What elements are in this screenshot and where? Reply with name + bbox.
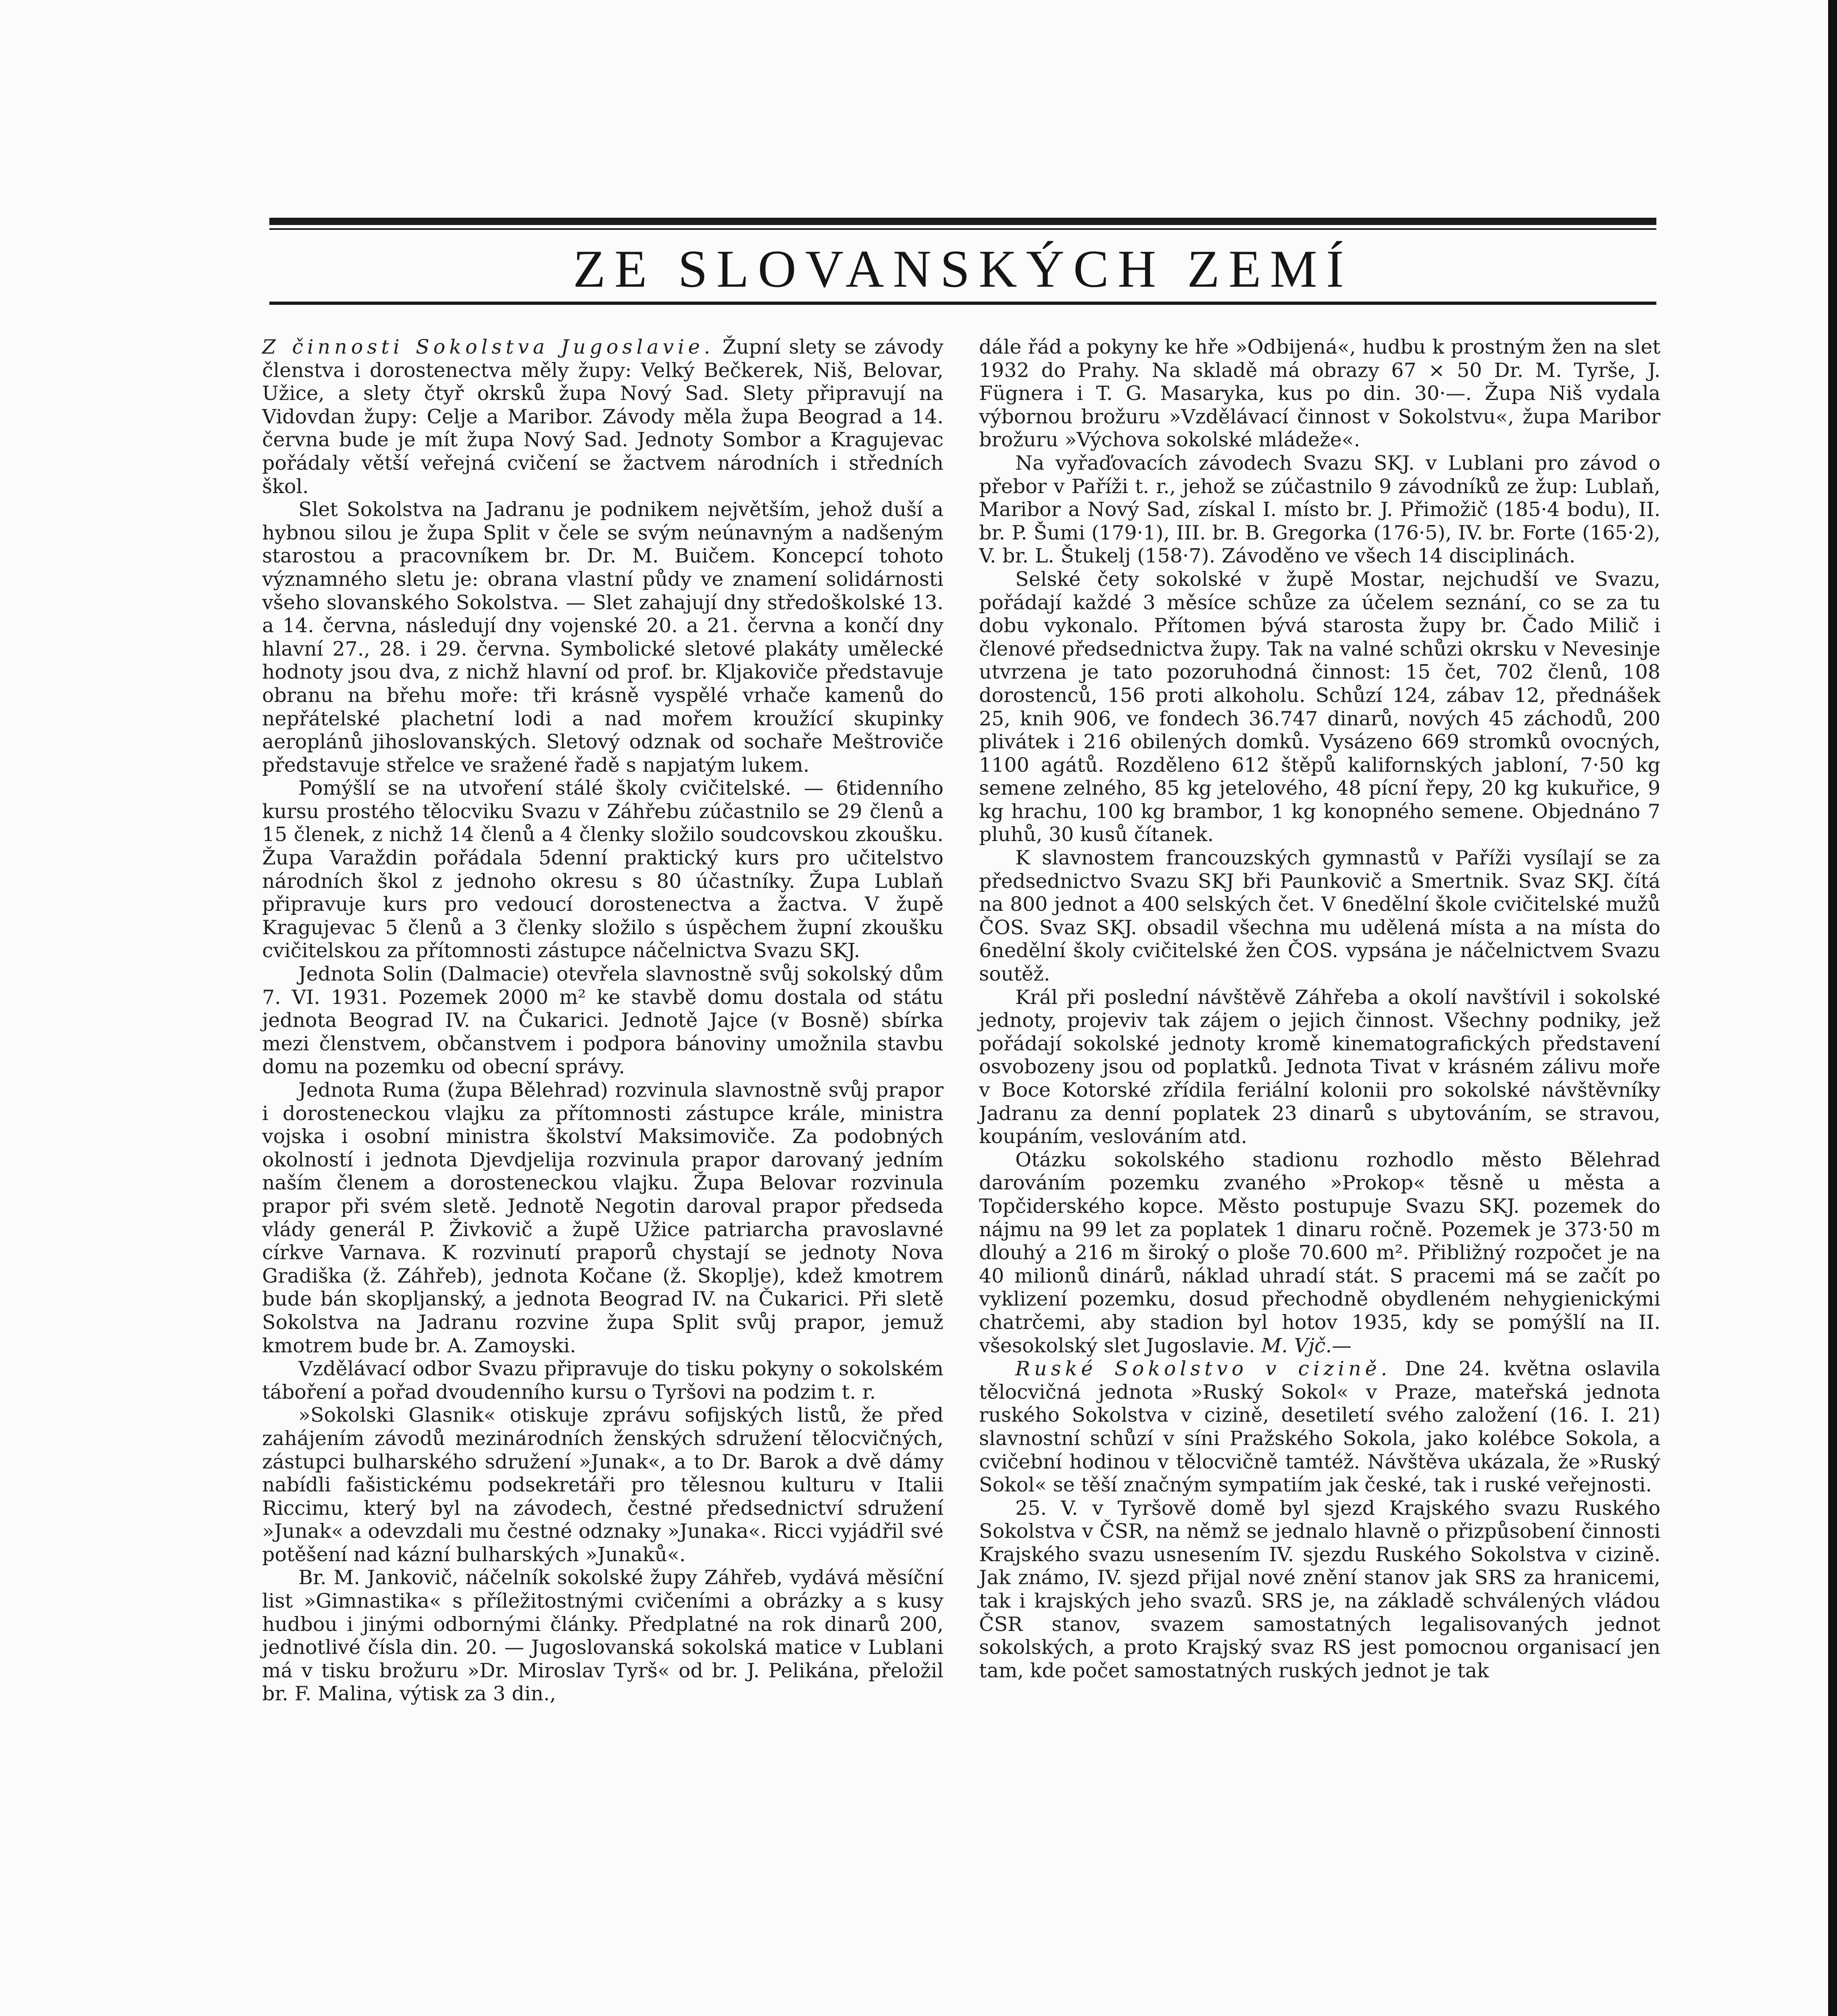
- header-rule-thin: [269, 228, 1656, 230]
- right-column: [979, 335, 1660, 1682]
- header-rule-thick: [269, 218, 1656, 225]
- section-header: [269, 218, 1656, 310]
- author-signature: M. Vjč.—: [1261, 1334, 1352, 1357]
- article-paragraph: Selské čety sokolské v župě Mostar, nejchudší ve Svazu, pořádají každé 3 měsíce schůze za účelem seznání, co se za tu dobu vykonalo. Přítomen bývá starosta župy br. Čado Milič i členové předsednictva župy. Tak na valné schůzi okrsku v Nevesinje utvrzena je tato pozoruhodná činnost: 15 čet, 702 členů, 108 dorostenců, 156 proti alkoholu. Schůzí 124, zábav 12, přednášek 25, knih 906, ve fondech 36.747 dinarů, nových 45 záchodů, 200 plivátek i 216 obilených domků. Vysázeno 669 stromků ovocných, 1100 agátů. Rozděleno 612 štěpů kalifornských jabloní, 7·50 kg semene zelného, 85 kg jetelového, 48 pícní řepy, 20 kg kukuřice, 9 kg hrachu, 100 kg brambor, 1 kg konopného semene. Objednáno 7 pluhů, 30 kusů čítanek.: [979, 567, 1660, 846]
- article-paragraph: [979, 1357, 1660, 1497]
- article-paragraph: Br. M. Jankovič, náčelník sokolské župy Záhřeb, vydává měsíční list »Gimnastika« s příležitostnými cvičeními a obrázky a s kusy hudbou i jinými odbornými články. Předplatné na rok dinarů 200, jednotlivé čísla din. 20. — Jugoslovanská sokolská matice v Lublani má v tisku brožuru »Dr. Miroslav Tyrš« od br. J. Pelikána, přeložil br. F. Malina, výtisk za 3 din.,: [262, 1566, 943, 1706]
- article-paragraph: Slet Sokolstva na Jadranu je podnikem největším, jehož duší a hybnou silou je župa Split v čele se svým neúnavným a nadšeným starostou a pracovníkem br. Dr. M. Buičem. Koncepcí tohoto významného sletu je: obrana vlastní půdy ve znamení solidárnosti všeho slovanského Sokolstva. — Slet zahajují dny středoškolské 13. a 14. června, následují dny vojenské 20. a 21. června a končí dny hlavní 27., 28. i 29. června. Symbolické sletové plakáty umělecké hodnoty jsou dva, z nichž hlavní od prof. br. Kljakoviče představuje obranu na břehu moře: tři krásně vyspělé vrhače kamenů do nepřátelské plachetní lodi a nad mořem kroužící skupinky aeroplánů jihoslovanských. Sletový odznak od sochaře Meštroviče představuje střelce ve sražené řadě s napjatým lukem.: [262, 498, 943, 777]
- section-title: ZE SLOVANSKÝCH ZEMÍ: [573, 239, 1353, 298]
- article-paragraph: dále řád a pokyny ke hře »Odbijená«, hudbu k prostným žen na slet 1932 do Prahy. Na skladě má obrazy 67 × 50 Dr. M. Tyrše, J. Fügnera i T. G. Masaryka, kus po din. 30·—. Župa Niš vydala výbornou brožuru »Vzdělávací činnost v Sokolstvu«, župa Maribor brožuru »Výchova sokolské mládeže«.: [979, 335, 1660, 452]
- left-column: [262, 335, 943, 1706]
- article-paragraph: Pomýšlí se na utvoření stálé školy cvičitelské. — 6tidenního kursu prostého tělocviku Svazu v Záhřebu zúčastnilo se 29 členů a 15 členek, z nichž 14 členů a 4 členky složilo soudcovskou zkoušku. Župa Varaždin pořádala 5denní praktický kurs pro učitelstvo národních škol z jednoho okresu s 80 účastníky. Župa Lublaň připravuje kurs pro vedoucí dorostenectva a žactva. V župě Kragujevac 5 členů a 3 členky složilo s úspěchem župní zkoušku cvičitelskou za přítomnosti zástupce náčelnictva Svazu SKJ.: [262, 777, 943, 962]
- article-paragraph: [262, 335, 943, 498]
- article-paragraph: »Sokolski Glasnik« otiskuje zprávu sofijských listů, že před zahájením závodů mezinárodních ženských sdružení tělocvičných, zástupci bulharského sdružení »Junak«, a to Dr. Barok a dvě dámy nabídli fašistickému podsekretáři pro tělesnou kulturu v Italii Riccimu, který byl na závodech, čestné předsednictví sdružení »Junak« a odevzdali mu čestné odznaky »Junaka«. Ricci vyjádřil své potěšení nad kázní bulharských »Junaků«.: [262, 1404, 943, 1566]
- article-paragraph: Král při poslední návštěvě Záhřeba a okolí navštívil i sokolské jednoty, projeviv tak zájem o jejich činnost. Všechny podniky, jež pořádají sokolské jednoty kromě kinematografických představení osvobozeny jsou od poplatků. Jednota Tivat v krásném zálivu moře v Boce Kotorské zřídila feriální kolonii pro sokolské návštěvníky Jadranu za denní poplatek 23 dinarů s ubytováním, se stravou, koupáním, veslováním atd.: [979, 985, 1660, 1148]
- article-paragraph: K slavnostem francouzských gymnastů v Paříži vysílají se za předsednictvo Svazu SKJ bři Paunkovič a Smertnik. Svaz SKJ. čítá na 800 jednot a 400 selských čet. V 6nedělní škole cvičitelské mužů ČOS. Svaz SKJ. obsadil všechna mu udělená místa a na místa do 6nedělní školy cvičitelské žen ČOS. vypsána je náčelnictvem Svazu soutěž.: [979, 846, 1660, 986]
- article-paragraph: [979, 1148, 1660, 1357]
- article-paragraph: Vzdělávací odbor Svazu připravuje do tisku pokyny o sokolském táboření a pořad dvoudenního kursu o Tyršovi na podzim t. r.: [262, 1357, 943, 1404]
- paragraph-text: Župní slety se závody členstva i dorostenectva měly župy: Velký Bečkerek, Niš, Belovar, Užice, a slety čtyř okrsků župa Nový Sad. Slety připravují na Vidovdan župy: Celje a Maribor. Závody měla župa Beograd a 14. června bude je mít župa Nový Sad. Jednoty Sombor a Kragujevac pořádaly větší veřejná cvičení se žactvem národních i středních škol.: [262, 335, 943, 498]
- paragraph-text: Dne 24. května oslavila tělocvičná jednota »Ruský Sokol« v Praze, mateřská jednota ruského Sokolstva v cizině, desetiletí svého založení (16. I. 21) slavnostní schůzí v síni Pražského Sokola, jako kolébce Sokola, a cvičební hodinou v tělocvičně tamtéž. Návštěva ukázala, že »Ruský Sokol« se těší značným sympatiím jak české, tak i ruské veřejnosti.: [979, 1357, 1660, 1497]
- scan-border: [1828, 0, 1837, 2016]
- article-lead: Ruské Sokolstvo v cizině.: [1015, 1357, 1391, 1381]
- header-rule-bottom: [269, 302, 1656, 305]
- article-lead: Z činnosti Sokolstva Jugoslavie.: [262, 335, 714, 358]
- paragraph-text: Otázku sokolského stadionu rozhodlo město Bělehrad darováním pozemku zvaného »Prokop« těsně u města a Topčiderského kopce. Město postupuje Svazu SKJ. pozemek do nájmu na 99 let za poplatek 1 dinaru ročně. Pozemek je 373·50 m dlouhý a 216 m široký o ploše 70.600 m². Přibližný rozpočet je na 40 milionů dinárů, náklad uhradí stát. S pracemi má se začít po vyklizení pozemku, dosud přechodně obydleném nehygienickými chatrčemi, aby stadion byl hotov 1935, kdy se pomýšlí na II. všesokolský slet Jugoslavie.: [979, 1148, 1660, 1357]
- article-paragraph: Jednota Solin (Dalmacie) otevřela slavnostně svůj sokolský dům 7. VI. 1931. Pozemek 2000 m² ke stavbě domu dostala od státu jednota Beograd IV. na Čukarici. Jednotě Jajce (v Bosně) sbírka mezi členstvem, občanstvem i podpora bánoviny umožnila stavbu domu na pozemku od obecní správy.: [262, 962, 943, 1079]
- article-paragraph: Jednota Ruma (župa Bělehrad) rozvinula slavnostně svůj prapor i dorosteneckou vlajku za přítomnosti zástupce krále, ministra vojska i osobní ministra školství Maksimoviče. Za podobných okolností i jednota Djevdjelija rozvinula prapor darovaný jedním naším členem a dorosteneckou vlajku. Župa Belovar rozvinula prapor při svém sletě. Jednotě Negotin daroval prapor předseda vlády generál P. Živkovič a župě Užice patriarcha pravoslavné církve Varnava. K rozvinutí praporů chystají se jednoty Nova Gradiška (ž. Záhřeb), jednota Kočane (ž. Skoplje), kdež kmotrem bude bán skopljanský, a jednota Beograd IV. na Čukarici. Při sletě Sokolstva na Jadranu rozvine župa Split svůj prapor, jemuž kmotrem bude br. A. Zamoyski.: [262, 1079, 943, 1357]
- article-paragraph: 25. V. v Tyršově domě byl sjezd Krajského svazu Ruského Sokolstva v ČSR, na němž se jednalo hlavně o přizpůsobení činnosti Krajského svazu usnesením IV. sjezdu Ruského Sokolstva v cizině. Jak známo, IV. sjezd přijal nové znění stanov jak SRS za hranicemi, tak i krajských jeho svazů. SRS je, na základě schválených vládou ČSR stanov, svazem samostatných legalisovaných jednot sokolských, a proto Krajský svaz RS jest pomocnou organisací jen tam, kde počet samostatných ruských jednot je tak: [979, 1496, 1660, 1682]
- article-paragraph: Na vyřaďovacích závodech Svazu SKJ. v Lublani pro závod o přebor v Paříži t. r., jehož se zúčastnilo 9 závodníků ze žup: Lublaň, Maribor a Nový Sad, získal I. místo br. J. Přimožič (185·4 bodu), II. br. P. Šumi (179·1), III. br. B. Gregorka (176·5), IV. br. Forte (165·2), V. br. L. Štukelj (158·7). Závoděno ve všech 14 disciplinách.: [979, 451, 1660, 568]
